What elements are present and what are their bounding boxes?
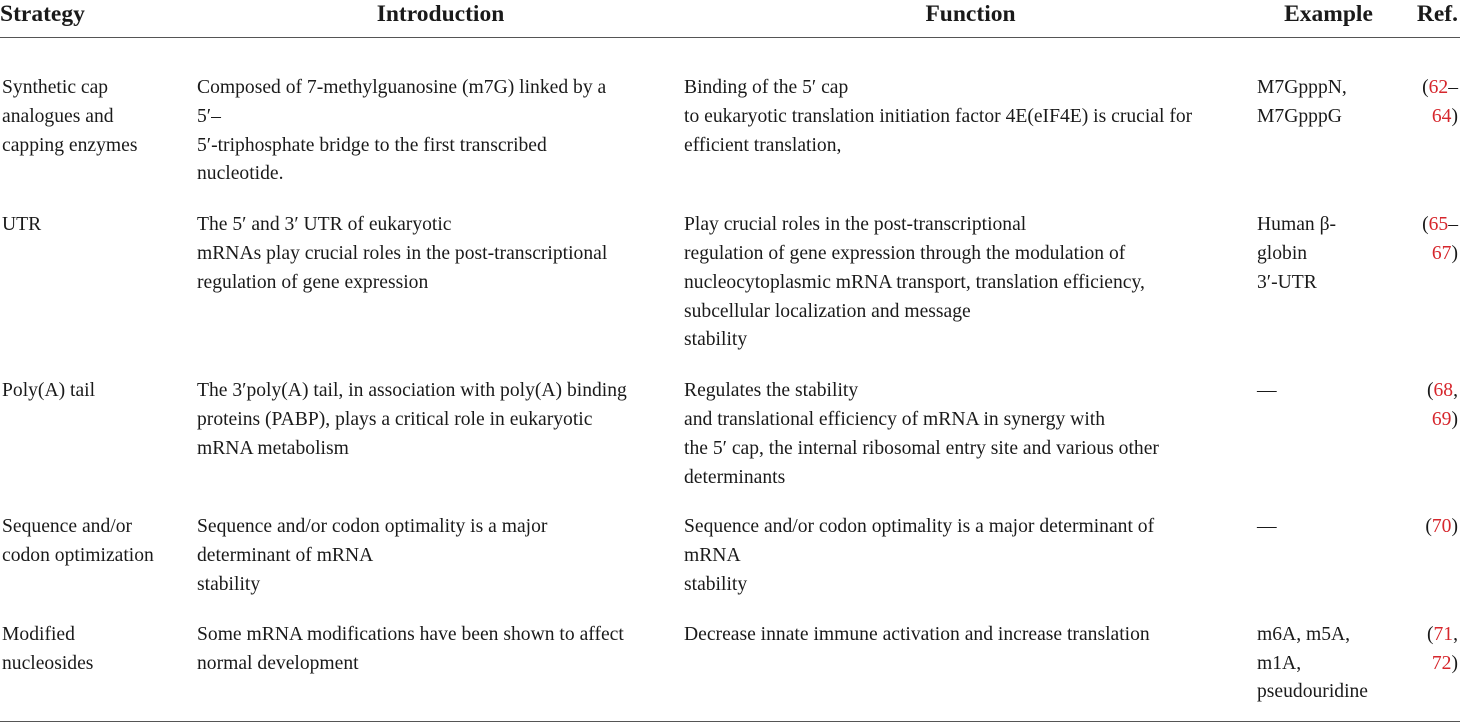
ref-line bbox=[1400, 513, 1458, 542]
introduction-line: proteins (PABP), plays a critical role in eukaryotic bbox=[197, 408, 593, 430]
cell-introduction bbox=[197, 600, 684, 722]
ref-open: ( bbox=[1426, 623, 1434, 645]
cell-ref bbox=[1400, 355, 1460, 492]
ref-link[interactable]: 70 bbox=[1431, 516, 1452, 538]
ref-close: ) bbox=[1451, 516, 1458, 538]
example-line: M7GpppN, bbox=[1257, 77, 1347, 98]
cell-ref bbox=[1400, 600, 1460, 722]
ref-link[interactable]: 71 bbox=[1433, 623, 1454, 645]
introduction-line: nucleotide. bbox=[197, 163, 284, 185]
introduction-line: determinant of mRNA bbox=[197, 545, 374, 567]
header-example: Example bbox=[1257, 0, 1400, 38]
strategy-line: Modified bbox=[2, 623, 75, 645]
cell-introduction bbox=[197, 355, 684, 492]
strategy-line: Sequence and/or bbox=[2, 516, 133, 538]
ref-close: ) bbox=[1451, 242, 1458, 264]
introduction-line: 5′– bbox=[197, 105, 221, 127]
strategy-line: codon optimization bbox=[2, 545, 154, 567]
table-row bbox=[0, 355, 1460, 492]
ref-link[interactable]: 65 bbox=[1428, 214, 1449, 236]
function-line: Regulates the stability bbox=[684, 380, 859, 402]
introduction-line: normal development bbox=[197, 652, 359, 674]
cell-strategy bbox=[0, 492, 197, 599]
ref-close: ) bbox=[1451, 652, 1458, 674]
cell-strategy bbox=[0, 355, 197, 492]
table-row bbox=[0, 600, 1460, 722]
function-line: Sequence and/or codon optimality is a major determinant of bbox=[684, 516, 1155, 538]
ref-line bbox=[1400, 406, 1458, 435]
cell-example bbox=[1257, 355, 1400, 492]
cell-function bbox=[684, 492, 1257, 599]
header-strategy: Strategy bbox=[0, 0, 197, 38]
strategy-line: capping enzymes bbox=[2, 134, 138, 156]
introduction-line: stability bbox=[197, 573, 261, 595]
ref-line bbox=[1400, 650, 1458, 679]
introduction-line: mRNA metabolism bbox=[197, 437, 349, 459]
function-line: Decrease innate immune activation and increase translation bbox=[684, 623, 1150, 645]
ref-close: ) bbox=[1451, 408, 1458, 430]
strategy-line: UTR bbox=[2, 214, 42, 236]
cell-function bbox=[684, 38, 1257, 190]
ref-separator: – bbox=[1448, 77, 1458, 98]
ref-open: ( bbox=[1422, 214, 1429, 236]
example-line: pseudouridine bbox=[1257, 681, 1369, 703]
function-line: mRNA bbox=[684, 545, 741, 567]
introduction-line: mRNAs play crucial roles in the post-transcriptional bbox=[197, 242, 608, 264]
table-header bbox=[0, 0, 1460, 38]
cell-introduction bbox=[197, 189, 684, 355]
table-row bbox=[0, 492, 1460, 599]
cell-introduction bbox=[197, 38, 684, 190]
cell-example bbox=[1257, 189, 1400, 355]
function-line: subcellular localization and message bbox=[684, 300, 971, 322]
ref-line bbox=[1400, 103, 1458, 132]
cell-introduction bbox=[197, 492, 684, 599]
example-line: m1A, bbox=[1257, 652, 1302, 674]
ref-link[interactable]: 67 bbox=[1431, 242, 1452, 264]
example-line: 3′-UTR bbox=[1257, 271, 1317, 293]
function-line: stability bbox=[684, 329, 748, 351]
example-line: M7GpppG bbox=[1257, 105, 1342, 127]
cell-function bbox=[684, 600, 1257, 722]
ref-line bbox=[1400, 74, 1458, 103]
ref-link[interactable]: 62 bbox=[1428, 77, 1449, 98]
cell-strategy bbox=[0, 189, 197, 355]
example-line: m6A, m5A, bbox=[1257, 623, 1351, 645]
ref-link[interactable]: 64 bbox=[1431, 105, 1452, 127]
header-introduction: Introduction bbox=[197, 0, 684, 38]
cell-strategy bbox=[0, 38, 197, 190]
strategy-line: analogues and bbox=[2, 105, 114, 127]
introduction-line: Sequence and/or codon optimality is a major bbox=[197, 516, 548, 538]
header-row bbox=[0, 0, 1460, 38]
introduction-line: The 3′poly(A) tail, in association with poly(A) binding bbox=[197, 380, 627, 402]
ref-link[interactable]: 69 bbox=[1431, 408, 1452, 430]
function-line: regulation of gene expression through the modulation of bbox=[684, 242, 1126, 264]
table-row bbox=[0, 38, 1460, 190]
example-line: Human β- bbox=[1257, 214, 1337, 236]
function-line: efficient translation, bbox=[684, 134, 842, 156]
cell-example bbox=[1257, 600, 1400, 722]
function-line: nucleocytoplasmic mRNA transport, translation efficiency, bbox=[684, 271, 1145, 293]
ref-separator: – bbox=[1448, 214, 1458, 236]
ref-line bbox=[1400, 211, 1458, 240]
introduction-line: The 5′ and 3′ UTR of eukaryotic bbox=[197, 214, 452, 236]
example-line: — bbox=[1257, 380, 1277, 402]
ref-link[interactable]: 68 bbox=[1433, 380, 1454, 402]
cell-ref bbox=[1400, 38, 1460, 190]
cell-ref bbox=[1400, 492, 1460, 599]
function-line: Play crucial roles in the post-transcriptional bbox=[684, 214, 1027, 236]
cell-example bbox=[1257, 38, 1400, 190]
strategy-line: Poly(A) tail bbox=[2, 380, 96, 402]
ref-link[interactable]: 72 bbox=[1431, 652, 1452, 674]
function-line: and translational efficiency of mRNA in synergy with bbox=[684, 408, 1105, 430]
header-function: Function bbox=[684, 0, 1257, 38]
ref-open: ( bbox=[1426, 380, 1434, 402]
introduction-line: regulation of gene expression bbox=[197, 271, 429, 293]
function-line: Binding of the 5′ cap bbox=[684, 77, 849, 98]
introduction-line: Some mRNA modifications have been shown to affect bbox=[197, 623, 624, 645]
introduction-line: Composed of 7-methylguanosine (m7G) linked by a bbox=[197, 77, 607, 98]
cell-function bbox=[684, 189, 1257, 355]
ref-separator: , bbox=[1453, 623, 1458, 645]
function-line: to eukaryotic translation initiation factor 4E(eIF4E) is crucial for bbox=[684, 105, 1193, 127]
cell-strategy bbox=[0, 600, 197, 722]
table-row bbox=[0, 189, 1460, 355]
ref-line bbox=[1400, 621, 1458, 650]
ref-line bbox=[1400, 240, 1458, 269]
cell-ref bbox=[1400, 189, 1460, 355]
cell-example bbox=[1257, 492, 1400, 599]
ref-open: ( bbox=[1422, 77, 1429, 98]
cell-function bbox=[684, 355, 1257, 492]
strategy-line: Synthetic cap bbox=[2, 77, 109, 98]
ref-line bbox=[1400, 377, 1458, 406]
example-line: — bbox=[1257, 516, 1277, 538]
header-ref: Ref. bbox=[1400, 0, 1460, 38]
function-line: the 5′ cap, the internal ribosomal entry site and various other bbox=[684, 437, 1159, 459]
example-line: globin bbox=[1257, 242, 1308, 264]
function-line: stability bbox=[684, 573, 748, 595]
introduction-line: 5′-triphosphate bridge to the first transcribed bbox=[197, 134, 547, 156]
ref-open: ( bbox=[1425, 516, 1432, 538]
ref-close: ) bbox=[1451, 105, 1458, 127]
function-line: determinants bbox=[684, 466, 786, 488]
table-body bbox=[0, 38, 1460, 722]
strategy-line: nucleosides bbox=[2, 652, 94, 674]
ref-separator: , bbox=[1453, 380, 1458, 402]
